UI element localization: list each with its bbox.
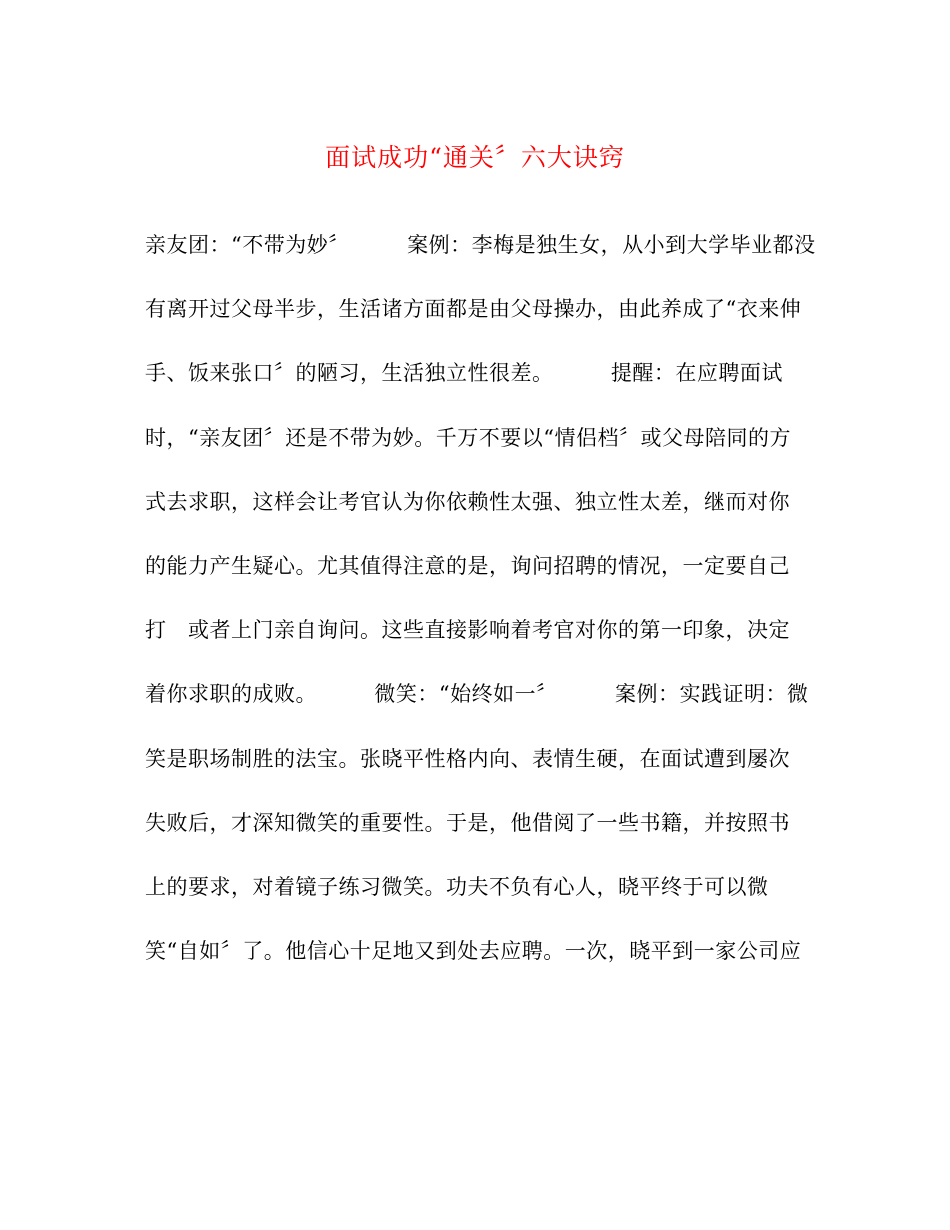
body-line: 式去求职，这样会让考官认为你依赖性太强、独立性太差，继而对你 [145,489,790,514]
body-line: 时，“亲友团〞还是不带为妙。千万不要以“情侣档〞或父母陪同的方 [145,425,791,450]
body-line: 失败后，才深知微笑的重要性。于是，他借阅了一些书籍，并按照书 [145,810,790,835]
document-body [145,227,825,997]
body-line: 上的要求，对着镜子练习微笑。功夫不负有心人，晓平终于可以微 [145,874,769,899]
body-line: 笑是职场制胜的法宝。张晓平性格内向、表情生硬，在面试遭到屡次 [145,746,790,771]
body-line: 打 或者上门亲自询问。这些直接影响着考官对你的第一印象，决定 [145,618,791,643]
body-line: 有离开过父母半步，生活诸方面都是由父母操办，由此养成了“衣来伸 [145,297,802,322]
body-line: 的能力产生疑心。尤其值得注意的是，询问招聘的情况，一定要自己 [145,553,790,578]
body-line: 手、饭来张口〞的陋习，生活独立性很差。 提醒：在应聘面试 [145,361,783,386]
body-line: 笑“自如〞了。他信心十足地又到处去应聘。一次，晓平到一家公司应 [145,939,802,964]
document-title: 面试成功“通关〞六大诀窍 [325,143,625,172]
body-line: 着你求职的成败。 微笑：“始终如一〞 案例：实践证明：微 [145,682,809,707]
body-line: 亲友团：“不带为妙〞 案例：李梅是独生女，从小到大学毕业都没 [145,233,816,257]
